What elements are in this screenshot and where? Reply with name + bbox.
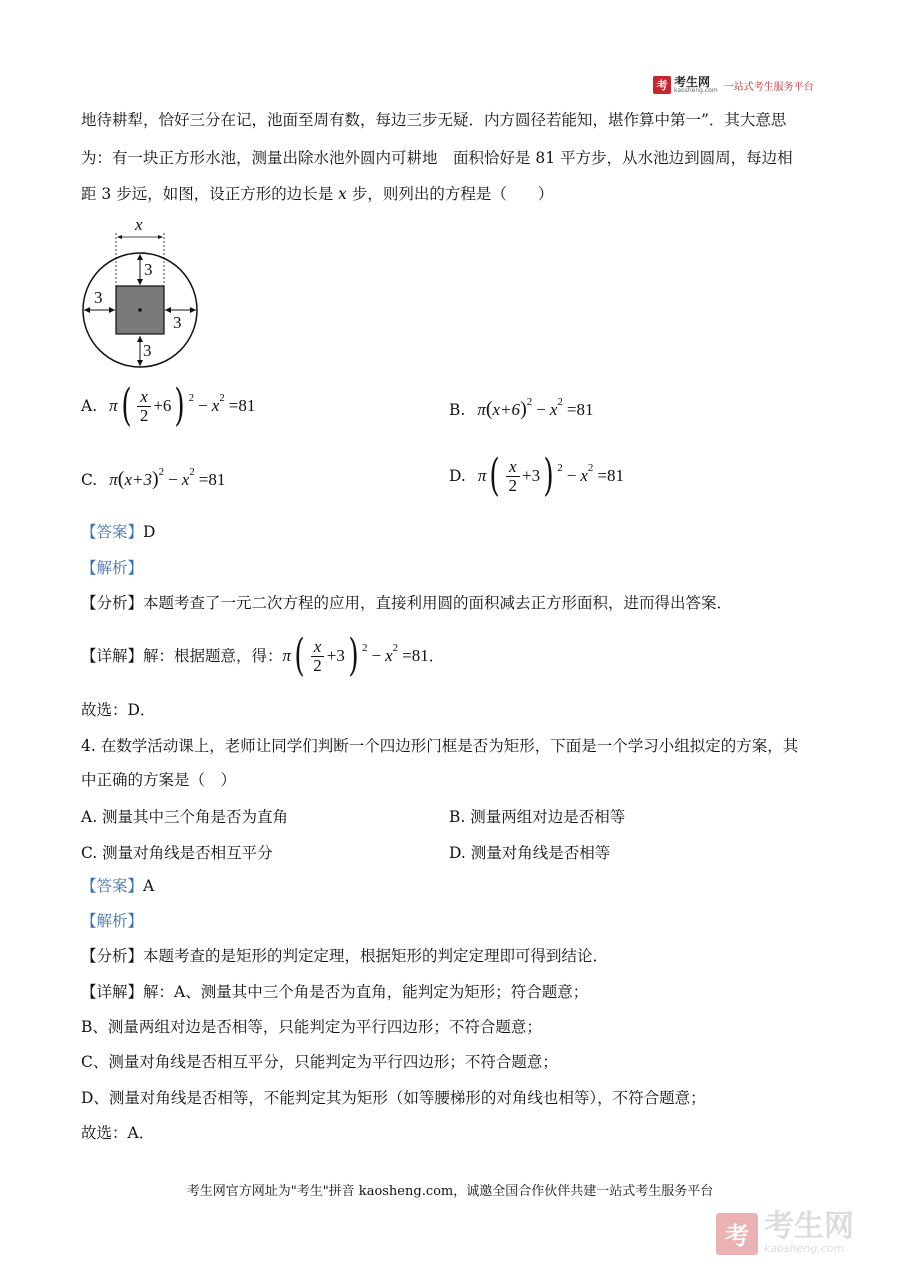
q4-option-c: C. 测量对角线是否相互平分 (81, 844, 273, 862)
q3-option-b: B. π ( x+6 ) 2 − x 2 =81 (449, 395, 594, 420)
pi-symbol: π (109, 396, 118, 415)
figure-label-right-3: 3 (173, 313, 182, 332)
paren-close: ) (174, 380, 186, 431)
q4-xiangjie: 【详解】解：A、测量其中三个角是否为直角，能判定为矩形；符合题意； (81, 983, 589, 1001)
logo-name: 考生网 (674, 75, 711, 89)
option-a-label: A. (81, 397, 98, 415)
exponent: 2 (188, 392, 195, 404)
option-b-label: B. (449, 400, 466, 419)
option-c-label: C. (81, 470, 98, 489)
q3-guxuan: 故选：D． (81, 701, 156, 719)
watermark-mark: 考 (716, 1213, 758, 1255)
q3-line-3b: 步，则列出的方程是（ ） (346, 185, 554, 203)
site-logo (653, 76, 814, 94)
q3-line-1: 地待耕犁，恰好三分在记，池面至周有数，每边三步无疑．内方圆径若能知，堪作算中第一”．其大意思 (81, 111, 787, 129)
q3-jiexi-tag: 【解析】 (81, 559, 144, 577)
logo-domain: kaosheng.com (674, 87, 718, 94)
q4-option-a: A. 测量其中三个角是否为直角 (81, 808, 289, 826)
q3-var-x: x (338, 185, 347, 203)
footer-text: 考生网官方网址为"考生"拼音 kaosheng.com，诚邀全国合作伙伴共建一站式考生服务平台 (186, 1184, 714, 1199)
q3-option-d: D. π ( $\frac{x}{2}$ +3 ) 2 − x 2 =81 (449, 450, 625, 501)
option-d-label: D. (449, 467, 466, 485)
q3-option-a: A. π ( $\frac{x}{2}$ +6 ) 2 − x 2 =81 (81, 380, 256, 431)
q4-line-d: D、测量对角线是否相等，不能判定其为矩形（如等腰梯形的对角线也相等），不符合题意； (81, 1089, 706, 1107)
q4-option-b: B. 测量两组对边是否相等 (449, 808, 626, 826)
q4-line-1: 4. 在数学活动课上，老师让同学们判断一个四边形门框是否为矩形，下面是一个学习小组拟定的方案，其 (81, 737, 799, 755)
q3-option-c: C. π ( x+3 ) 2 − x 2 =81 (81, 465, 226, 490)
q3-answer (81, 522, 155, 542)
figure-label-top-3: 3 (144, 260, 153, 279)
q4-guxuan: 故选：A． (81, 1124, 155, 1142)
paren-open: ( (121, 380, 132, 431)
q4-line-2: 中正确的方案是（ ） (81, 771, 237, 789)
figure-label-bottom-3: 3 (143, 341, 152, 360)
figure-label-x: x (135, 215, 143, 234)
q4-fenxi: 【分析】本题考查的是矩形的判定定理，根据矩形的判定定理即可得到结论． (81, 947, 609, 965)
q3-xiangjie: 【详解】 解：根据题意，得： π ( $\frac{x}{2}$ +3 ) 2 − x 2 =81 ． (81, 630, 445, 681)
answer-value: D (143, 523, 156, 541)
q4-jiexi-tag: 【解析】 (81, 912, 144, 930)
fraction: $\frac{x}{2}$ (137, 388, 152, 425)
q4-answer: 【答案】A (81, 877, 155, 895)
q4-option-d: D. 测量对角线是否相等 (449, 844, 611, 862)
q4-line-b: B、测量两组对边是否相等，只能判定为平行四边形；不符合题意； (81, 1018, 542, 1036)
logo-slogan: 一站式考生服务平台 (723, 81, 814, 93)
watermark-logo (716, 1209, 854, 1255)
logo-mark: 考 (653, 76, 671, 94)
watermark-domain: kaosheng.com (764, 1242, 845, 1255)
q3-line-2: 为：有一块正方形水池，测量出除水池外圆内可耕地 面积恰好是 81 平方步，从水池边到圆周，每边相 (81, 149, 793, 167)
q3-fenxi: 【分析】本题考查了一元二次方程的应用，直接利用圆的面积减去正方形面积，进而得出答案． (81, 594, 733, 612)
answer-tag: 【答案】 (81, 523, 144, 541)
figure-label-left-3: 3 (94, 288, 103, 307)
watermark-name: 考生网 (764, 1209, 854, 1244)
q4-line-c: C、测量对角线是否相互平分，只能判定为平行四边形；不符合题意； (81, 1053, 558, 1071)
plus-term: +6 (153, 396, 172, 415)
q3-line-3 (81, 184, 553, 204)
q3-line-3a: 距 3 步远，如图，设正方形的边长是 (81, 185, 339, 203)
